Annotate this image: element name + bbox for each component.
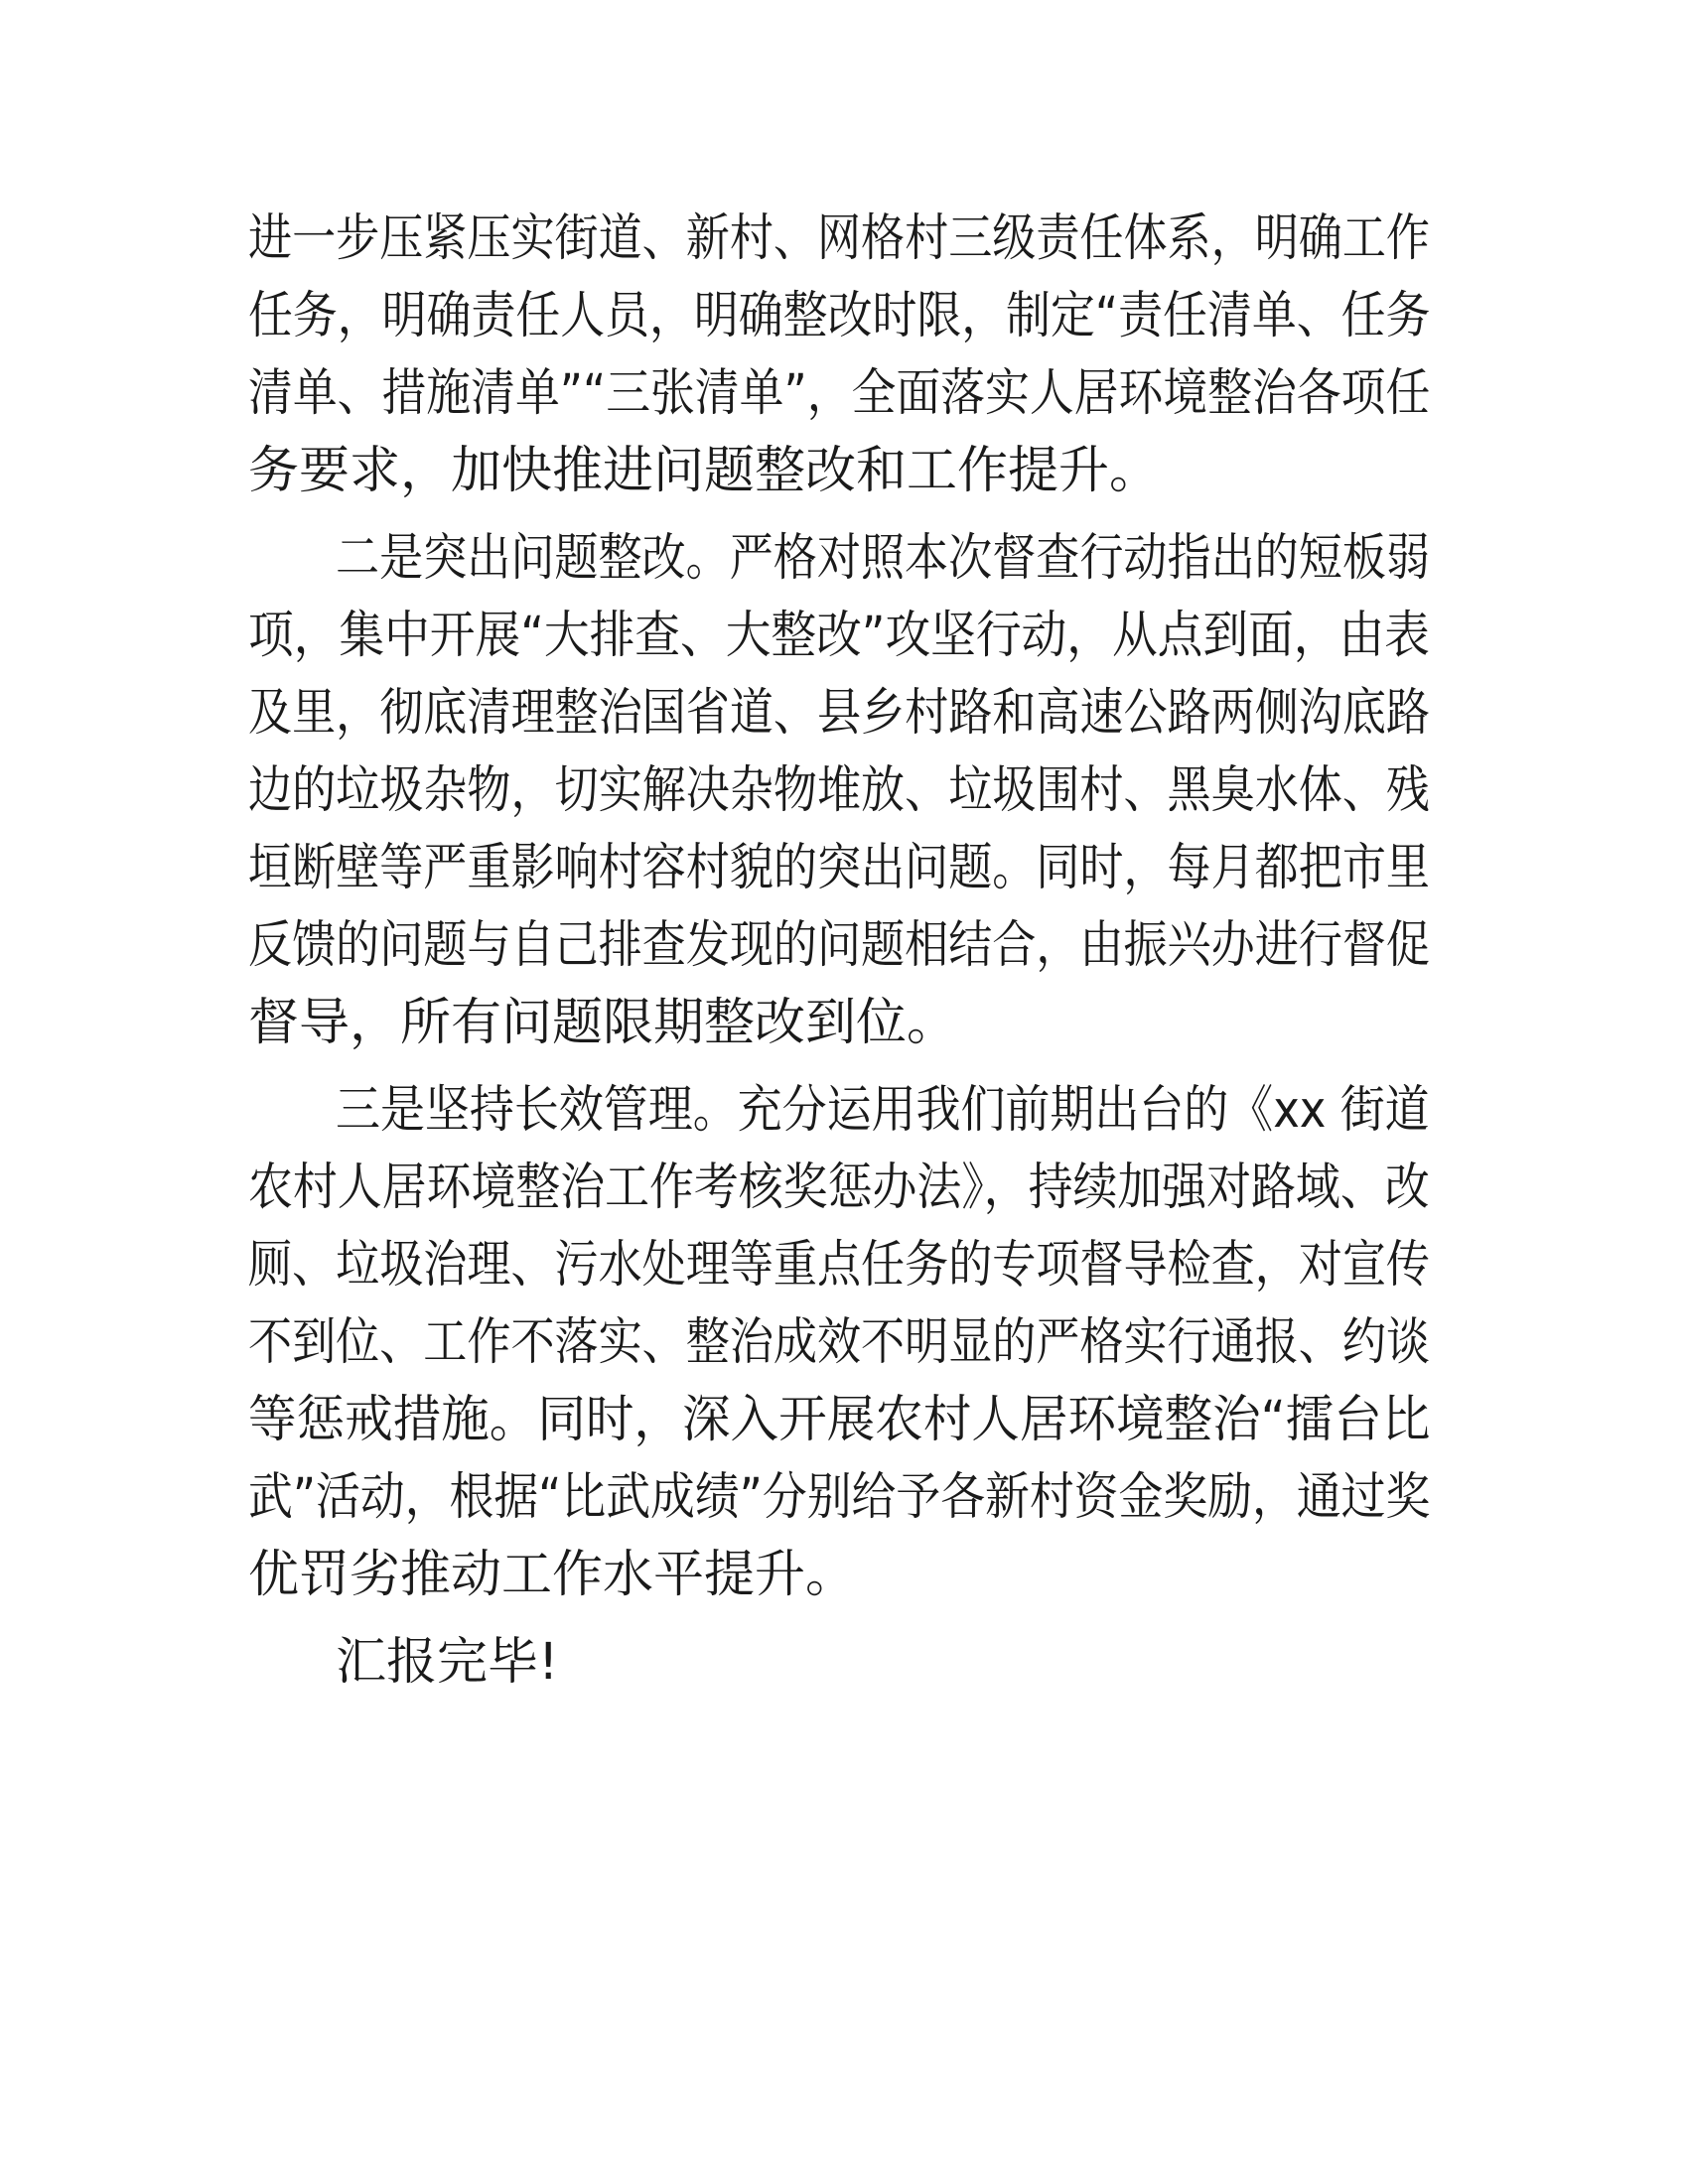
body-text-line: 三是坚持长效管理。充分运用我们前期出台的《xx 街道: [336, 1081, 1430, 1140]
body-text-line: 督导，所有问题限期整改到位。: [248, 994, 958, 1052]
body-text-line: 二是突出问题整改。严格对照本次督查行动指出的短板弱: [336, 529, 1430, 588]
body-text-line: 任务，明确责任人员，明确整改时限，制定“责任清单、任务: [248, 287, 1431, 345]
body-text-line: 边的垃圾杂物，切实解决杂物堆放、垃圾围村、黑臭水体、残: [248, 761, 1431, 820]
body-text-line: 清单、措施清单”“三张清单”，全面落实人居环境整治各项任: [248, 364, 1431, 423]
body-text-line: 项，集中开展“大排查、大整改”攻坚行动，从点到面，由表: [248, 607, 1430, 665]
body-text-line: 武”活动，根据“比武成绩”分别给予各新村资金奖励，通过奖: [248, 1468, 1431, 1527]
body-text-line: 厕、垃圾治理、污水处理等重点任务的专项督导检查，对宣传: [248, 1236, 1431, 1295]
body-text-line: 垣断壁等严重影响村容村貌的突出问题。同时，每月都把市里: [248, 839, 1431, 897]
closing-remark: 汇报完毕!: [336, 1633, 559, 1692]
body-text-line: 不到位、工作不落实、整治成效不明显的严格实行通报、约谈: [248, 1313, 1431, 1372]
body-text-line: 反馈的问题与自己排查发现的问题相结合，由振兴办进行督促: [248, 916, 1431, 975]
body-text-line: 优罚劣推动工作水平提升。: [248, 1546, 857, 1604]
body-text-line: 进一步压紧压实街道、新村、网格村三级责任体系，明确工作: [248, 209, 1431, 268]
body-text-line: 及里，彻底清理整治国省道、县乡村路和高速公路两侧沟底路: [248, 684, 1431, 743]
body-text-line: 等惩戒措施。同时，深入开展农村人居环境整治“擂台比: [248, 1391, 1431, 1449]
body-text-line: 务要求，加快推进问题整改和工作提升。: [248, 442, 1161, 500]
body-text-line: 农村人居环境整治工作考核奖惩办法》，持续加强对路域、改: [248, 1159, 1430, 1217]
